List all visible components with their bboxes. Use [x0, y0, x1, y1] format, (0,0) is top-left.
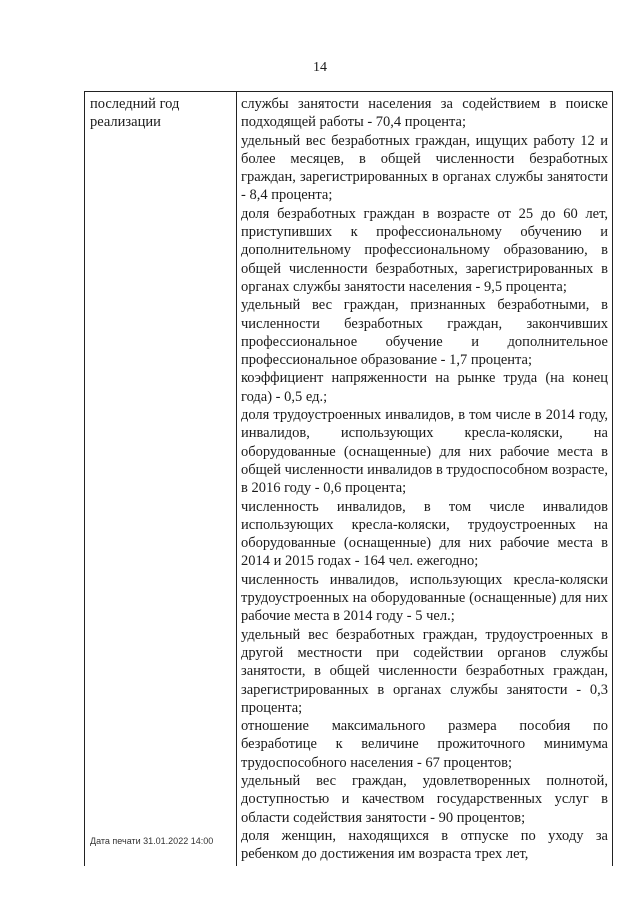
indicator-paragraph: службы занятости населения за содействием в поиске подходящей работы - 70,4 процента;	[241, 96, 608, 131]
indicator-paragraph: доля безработных граждан в возрасте от 25 до 60 лет, приступивших к профессиональному обучению и дополнительному профессиональному образованию, в общей численности безработных, зарегистрированных в органах службы занятости населения - 9,5 процента;	[241, 205, 608, 295]
indicator-paragraph: удельный вес граждан, удовлетворенных полнотой, доступностью и качеством государственных услуг в области содействия занятости - 90 процентов;	[241, 772, 608, 826]
indicator-paragraph: удельный вес безработных граждан, трудоустроенных в другой местности при содействии органов службы занятости, в общей численности безработных граждан, зарегистрированных в органах службы занятости - 0,3 процента;	[241, 626, 608, 716]
page-number: 14	[313, 60, 327, 75]
indicator-paragraph: доля трудоустроенных инвалидов, в том числе в 2014 году, инвалидов, использующих кресла-коляски, на оборудованные (оснащенные) для них рабочие места в общей численности инвалидов в трудоспособном возрасте, в 2016 году - 0,6 процента;	[241, 407, 608, 497]
indicator-paragraph: удельный вес граждан, признанных безработными, в численности безработных граждан, закончивших профессиональное обучение и дополнительное профессиональное образование - 1,7 процента;	[241, 297, 608, 369]
indicator-paragraph: коэффициент напряженности на рынке труда (на конец года) - 0,5 ед.;	[241, 370, 608, 405]
print-date-footer: Дата печати 31.01.2022 14:00	[90, 836, 214, 846]
indicator-paragraph: удельный вес безработных граждан, ищущих работу 12 и более месяцев, в общей численности безработных граждан, зарегистрированных в органах службы занятости - 8,4 процента;	[241, 132, 608, 204]
indicator-paragraph: доля женщин, находящихся в отпуске по уходу за ребенком до достижения им возраста трех лет,	[241, 827, 608, 863]
indicators-table	[84, 91, 613, 866]
indicator-paragraph: численность инвалидов, использующих кресла-коляски трудоустроенных на оборудованные (оснащенные) для них рабочие места в 2014 году - 5 чел.;	[241, 571, 608, 625]
indicator-paragraph: отношение максимального размера пособия по безработице к величине прожиточного минимума трудоспособного населения - 67 процентов;	[241, 718, 608, 771]
indicator-paragraph: численность инвалидов, в том числе инвалидов использующих кресла-коляски, трудоустроенных на оборудованные (оснащенные) для них рабочие места в 2014 и 2015 годах - 164 чел. ежегодно;	[241, 498, 608, 570]
table-right-cell	[237, 92, 612, 866]
table-left-cell: последний год реализации	[85, 92, 237, 866]
